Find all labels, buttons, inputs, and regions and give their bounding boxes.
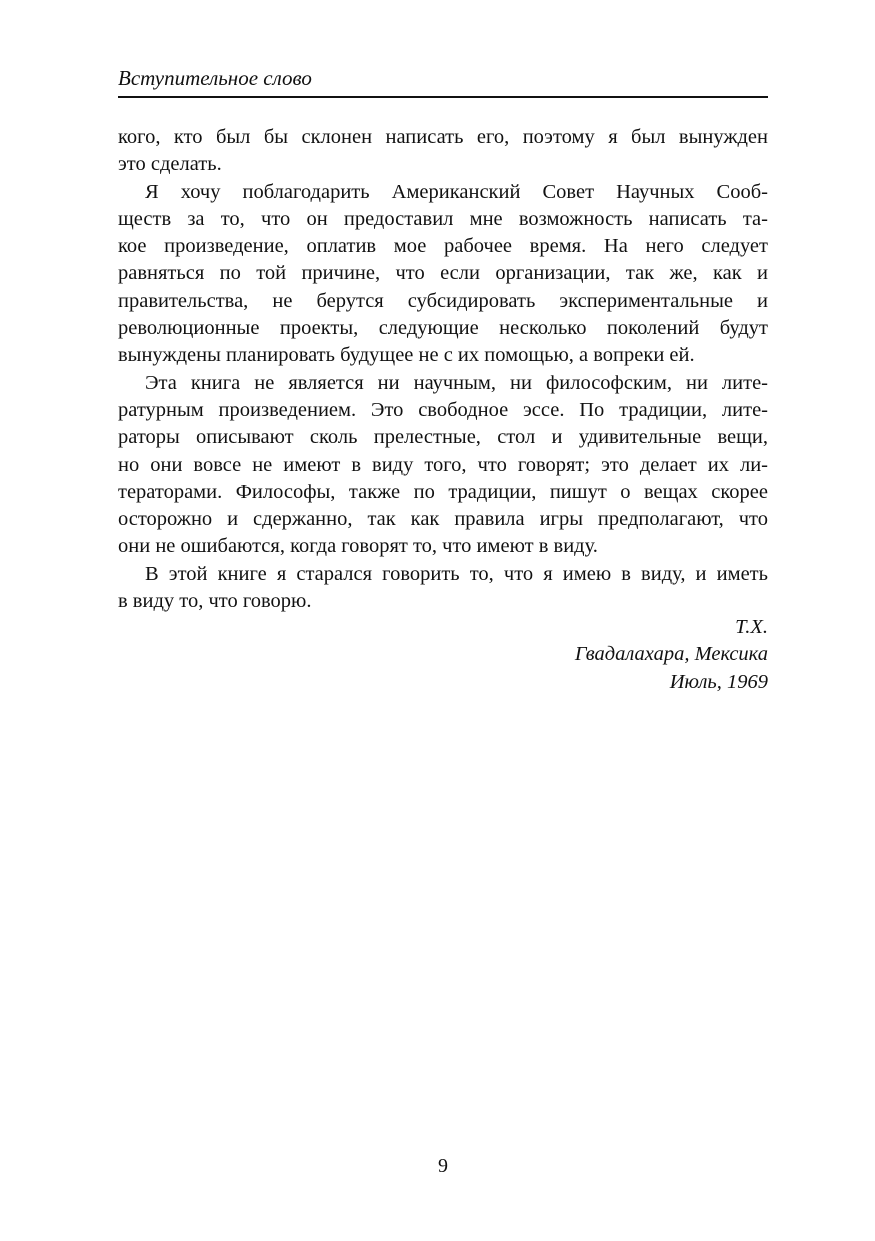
paragraph [118,561,768,616]
text-line: Я хочу поблагодарить Американский Совет Научных Сооб- [145,180,768,203]
text-line: Эта книга не является ни научным, ни философским, ни лите- [145,371,768,394]
paragraph [118,370,768,561]
text-line: кого, кто был бы склонен написать его, поэтому я был вынужден [118,126,768,148]
page-number: 9 [438,1155,448,1177]
signature-date: Июль, 1969 [669,670,768,693]
text-line: они не ошибаются, когда говорят то, что имеют в виду. [118,535,598,558]
signature-place: Гвадалахара, Мексика [574,643,768,666]
text-line: в виду то, что говорю. [118,590,312,613]
text-line: это сделать. [118,153,222,176]
text-line: равняться по той причине, что если организации, так же, как и [118,262,768,285]
text-line: вынуждены планировать будущее не с их помощью, а вопреки ей. [118,344,695,367]
text-line: тераторами. Философы, также по традиции, пишут о вещах скорее [118,480,768,503]
paragraph [118,124,768,179]
text-line: раторы описывают сколь прелестные, стол и удивительные вещи, [118,426,768,449]
signature-initials: Т.Х. [735,616,768,638]
book-page [118,0,768,1241]
header-rule [118,96,768,98]
text-line: В этой книге я старался говорить то, что я имею в виду, и иметь [145,562,768,585]
text-line: но они вовсе не имеют в виду того, что говорят; это делает их ли- [118,453,768,476]
body-text [118,124,768,615]
text-line: революционные проекты, следующие несколько поколений будут [118,317,768,340]
running-header: Вступительное слово [118,66,312,90]
text-line: осторожно и сдержанно, так как правила игры предполагают, что [118,508,768,531]
signature-block [118,614,768,696]
paragraph [118,179,768,370]
text-line: ратурным произведением. Это свободное эссе. По традиции, лите- [118,398,768,421]
text-line: кое произведение, оплатив мое рабочее время. На него следует [118,235,768,258]
text-line: правительства, не берутся субсидировать экспериментальные и [118,289,768,312]
text-line: ществ за то, что он предоставил мне возможность написать та- [118,207,768,230]
